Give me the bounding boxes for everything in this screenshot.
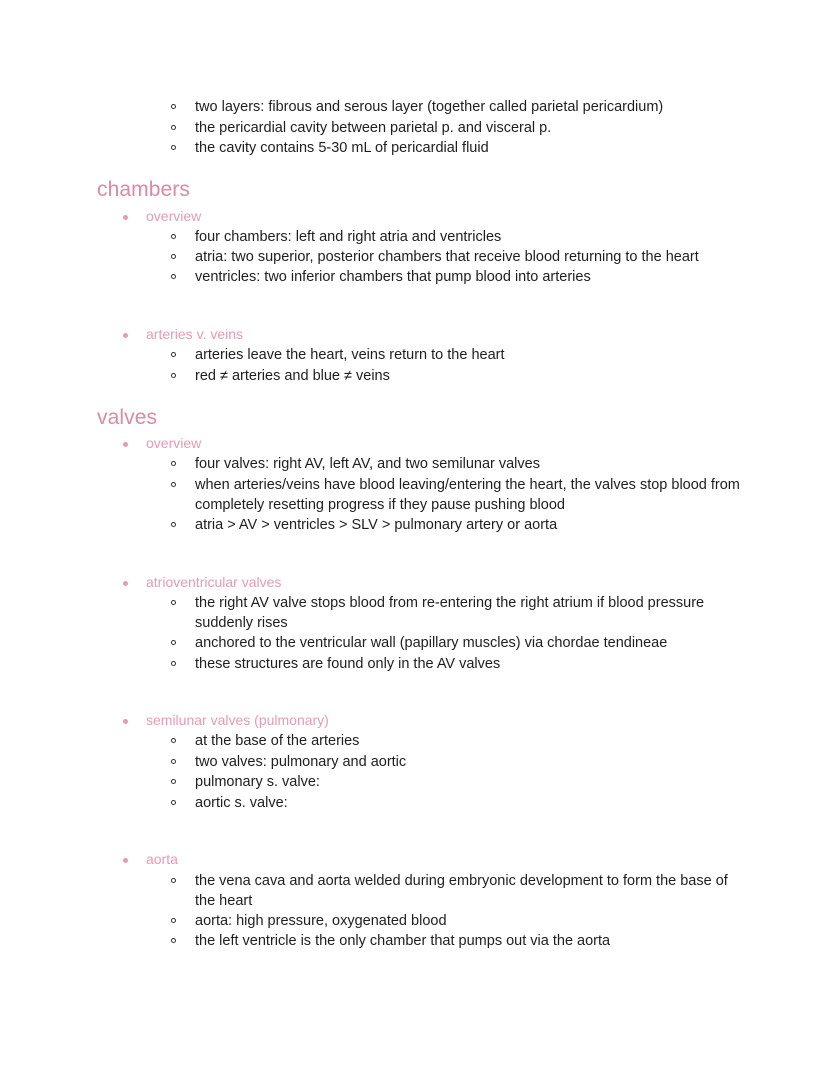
bullet-icon bbox=[123, 858, 128, 863]
hollow-bullet-icon bbox=[171, 779, 176, 784]
hollow-bullet-icon bbox=[171, 938, 176, 943]
hollow-bullet-icon bbox=[171, 145, 176, 150]
hollow-bullet-icon bbox=[171, 461, 176, 466]
hollow-bullet-icon bbox=[171, 234, 176, 239]
bullet-icon bbox=[123, 442, 128, 447]
hollow-bullet-icon bbox=[171, 878, 176, 883]
hollow-bullet-icon bbox=[171, 600, 176, 605]
document-page: two layers: fibrous and serous layer (together called parietal pericardium) the pericardial cavity between parietal p. and visceral p. the cavity contains 5-30 mL of pericardial fluid chambers overview four chambers: left and right atria and ventricles atria: two superior, posterior chambers that receive blood returning to the heart ventricles: two inferior chambers that pump blood into arteries arteries v. veins arteries leave the heart, veins return to the heart red ≠ arteries and blue ≠ veins valves overview four valves: right AV, left AV, and two semilunar valves when arteries/veins have blood leaving/entering the heart, the valves stop blood from completely resetting progress if they pause pushing blood atria > AV > ventricles > SLV > pulmonary artery or aorta atrioventricular valves the right AV valve stops blood from re-entering the right atrium if blood pressure suddenly rises anchored to the ventricular wall (papillary muscles) via chordae tendineae these structures are found only in the AV valves semilunar valves (pulmonary) at the base of the arteries two valves: pulmonary and aortic pulmonary s. valve: aortic s. valve: aorta the vena cava and aorta welded during embryonic development to form the base of the heart aorta: high pressure, oxygenated blood the left ventricle is the only chamber that pumps out via the aorta bbox=[97, 99, 740, 949]
section-heading-chambers: chambers bbox=[97, 178, 191, 201]
bullet-icon bbox=[123, 333, 128, 338]
hollow-bullet-icon bbox=[171, 918, 176, 923]
hollow-bullet-icon bbox=[171, 640, 176, 645]
hollow-bullet-icon bbox=[171, 352, 176, 357]
hollow-bullet-icon bbox=[171, 373, 176, 378]
hollow-bullet-icon bbox=[171, 759, 176, 764]
bullet-icon bbox=[123, 581, 128, 586]
hollow-bullet-icon bbox=[171, 661, 176, 666]
hollow-bullet-icon bbox=[171, 254, 176, 259]
hollow-bullet-icon bbox=[171, 274, 176, 279]
hollow-bullet-icon bbox=[171, 738, 176, 743]
hollow-bullet-icon bbox=[171, 125, 176, 130]
section-heading-valves: valves bbox=[97, 406, 158, 429]
hollow-bullet-icon bbox=[171, 482, 176, 487]
hollow-bullet-icon bbox=[171, 104, 176, 109]
bullet-icon bbox=[123, 215, 128, 220]
hollow-bullet-icon bbox=[171, 522, 176, 527]
bullet-icon bbox=[123, 719, 128, 724]
hollow-bullet-icon bbox=[171, 800, 176, 805]
